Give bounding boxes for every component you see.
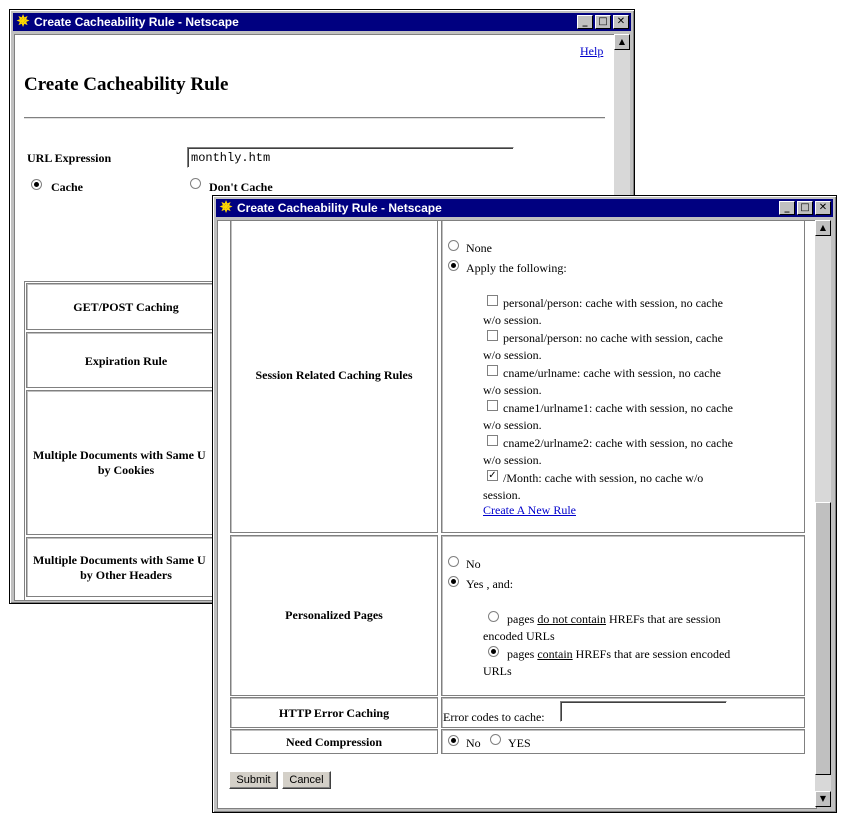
url-expression-value: monthly.htm xyxy=(191,151,271,165)
multi-docs-cookies-cell xyxy=(26,390,226,535)
session-rule-checkbox[interactable] xyxy=(487,330,498,341)
back-window-title: Create Cacheability Rule - Netscape xyxy=(34,15,239,29)
scroll-thumb[interactable] xyxy=(815,502,831,775)
back-window-titlebar[interactable] xyxy=(13,13,631,31)
netscape-icon: ✵ xyxy=(16,13,30,30)
front-window-titlebar[interactable] xyxy=(216,199,833,217)
multi-docs-cookies-label-1: Multiple Documents with Same U xyxy=(33,448,206,462)
session-rule-text-2: w/o session. xyxy=(483,313,542,327)
personalized-no-label: No xyxy=(466,557,481,571)
session-rules-label: Session Related Caching Rules xyxy=(255,368,413,382)
session-none-radio[interactable] xyxy=(448,240,459,251)
expiration-rule-label: Expiration Rule xyxy=(84,354,168,368)
front-window-content xyxy=(217,220,817,809)
session-rule-text-1: cname/urlname: cache with session, no cache xyxy=(503,366,721,380)
pages-not-contain-radio[interactable] xyxy=(488,611,499,622)
heading-divider xyxy=(24,117,605,119)
session-rule-text-1: personal/person: no cache with session, cache xyxy=(503,331,723,345)
compression-label-cell xyxy=(230,729,438,754)
personalized-label-cell xyxy=(230,535,438,696)
session-rule-checkbox[interactable] xyxy=(487,365,498,376)
cancel-button[interactable]: Cancel xyxy=(282,771,331,789)
maximize-icon[interactable]: □ xyxy=(595,15,611,29)
minimize-icon[interactable]: _ xyxy=(577,15,593,29)
help-link[interactable]: Help xyxy=(580,44,604,58)
compression-yes-label: YES xyxy=(508,736,531,750)
compression-no-radio[interactable] xyxy=(448,735,459,746)
scroll-down-icon[interactable]: ▼ xyxy=(815,791,831,807)
scroll-up-icon[interactable]: ▲ xyxy=(815,220,831,236)
personalized-label: Personalized Pages xyxy=(285,608,383,622)
close-icon[interactable]: ✕ xyxy=(613,15,629,29)
multi-docs-headers-label-1: Multiple Documents with Same U xyxy=(33,553,206,567)
pages-contain-text-2: URLs xyxy=(483,664,512,678)
compression-label: Need Compression xyxy=(285,735,383,749)
create-new-rule-link[interactable]: Create A New Rule xyxy=(483,503,576,517)
session-rule-text-1: cname2/urlname2: cache with session, no cache xyxy=(503,436,733,450)
page-title: Create Cacheability Rule xyxy=(24,74,229,95)
front-window-title: Create Cacheability Rule - Netscape xyxy=(237,201,442,215)
compression-no-label: No xyxy=(466,736,481,750)
session-apply-radio[interactable] xyxy=(448,260,459,271)
scroll-up-icon[interactable]: ▲ xyxy=(614,34,630,50)
cache-label: Cache xyxy=(51,180,83,194)
session-rule-checkbox[interactable] xyxy=(487,295,498,306)
http-error-label: HTTP Error Caching xyxy=(278,706,390,720)
personalized-yes-radio[interactable] xyxy=(448,576,459,587)
session-rule-text-2: w/o session. xyxy=(483,418,542,432)
personalized-yes-label: Yes , and: xyxy=(466,577,514,591)
dont-cache-label: Don't Cache xyxy=(209,180,273,194)
url-expression-label: URL Expression xyxy=(27,151,112,165)
error-codes-input[interactable] xyxy=(560,701,727,722)
session-rule-text-2: w/o session. xyxy=(483,383,542,397)
get-post-caching-label: GET/POST Caching xyxy=(73,300,179,314)
close-icon[interactable]: ✕ xyxy=(815,201,831,215)
dont-cache-radio[interactable] xyxy=(190,178,201,189)
session-apply-label: Apply the following: xyxy=(466,261,567,275)
session-rule-checkbox-checked[interactable]: ✓ xyxy=(488,470,497,481)
url-expression-input[interactable] xyxy=(187,147,514,168)
pages-contain-text: pages contain HREFs that are session encoded xyxy=(507,647,731,661)
expiration-rule-cell xyxy=(26,332,226,388)
get-post-caching-cell xyxy=(26,283,226,330)
multi-docs-headers-cell xyxy=(26,537,226,597)
minimize-icon[interactable]: _ xyxy=(779,201,795,215)
session-rule-text-1: personal/person: cache with session, no cache xyxy=(503,296,723,310)
session-none-label: None xyxy=(466,241,492,255)
session-rule-text-2: session. xyxy=(483,488,521,502)
pages-not-contain-text-2: encoded URLs xyxy=(483,629,555,643)
cache-radio[interactable] xyxy=(31,179,42,190)
submit-button[interactable]: Submit xyxy=(229,771,278,789)
session-rule-text-2: w/o session. xyxy=(483,348,542,362)
netscape-icon: ✵ xyxy=(219,199,233,216)
front-window-scrollbar[interactable] xyxy=(815,220,831,807)
pages-contain-radio[interactable] xyxy=(488,646,499,657)
front-browser-window xyxy=(212,195,837,813)
session-rule-text-1: cname1/urlname1: cache with session, no cache xyxy=(503,401,733,415)
session-rule-checkbox[interactable] xyxy=(487,435,498,446)
session-rule-text-1: /Month: cache with session, no cache w/o xyxy=(503,471,704,485)
session-rule-text-2: w/o session. xyxy=(483,453,542,467)
maximize-icon[interactable]: □ xyxy=(797,201,813,215)
error-codes-label: Error codes to cache: xyxy=(443,710,545,724)
personalized-no-radio[interactable] xyxy=(448,556,459,567)
compression-yes-radio[interactable] xyxy=(490,734,501,745)
session-rules-label-cell xyxy=(230,220,438,533)
session-rule-checkbox[interactable] xyxy=(487,400,498,411)
http-error-label-cell xyxy=(230,697,438,728)
multi-docs-cookies-label-2: by Cookies xyxy=(97,463,155,477)
pages-not-contain-text: pages do not contain HREFs that are session xyxy=(507,612,721,626)
multi-docs-headers-label-2: by Other Headers xyxy=(80,568,172,582)
